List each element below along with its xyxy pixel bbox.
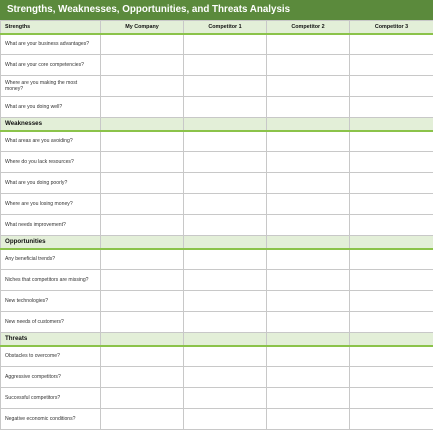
answer-cell[interactable] [267,194,350,215]
question-label: Aggressive competitors? [1,367,101,388]
answer-cell[interactable] [184,173,267,194]
table-row [1,194,433,215]
page-title: Strengths, Weaknesses, Opportunities, and Threats Analysis [0,0,433,20]
answer-cell[interactable] [267,173,350,194]
answer-cell[interactable] [350,173,433,194]
answer-cell[interactable] [267,76,350,97]
question-label: What are you doing poorly? [1,173,101,194]
answer-cell[interactable] [267,367,350,388]
section-header-cell [184,236,267,249]
question-label: Obstacles to overcome? [1,346,101,367]
section-header-cell [101,118,184,131]
question-label: What are you doing well? [1,97,101,118]
table-row [1,249,433,270]
section-header-cell [350,333,433,346]
answer-cell[interactable] [101,291,184,312]
answer-cell[interactable] [184,215,267,236]
question-label: Where do you lack resources? [1,152,101,173]
table-row [1,270,433,291]
table-row [1,346,433,367]
column-header: Competitor 1 [184,21,267,34]
answer-cell[interactable] [184,367,267,388]
answer-cell[interactable] [350,34,433,55]
answer-cell[interactable] [184,249,267,270]
answer-cell[interactable] [101,215,184,236]
answer-cell[interactable] [267,34,350,55]
question-label: Niches that competitors are missing? [1,270,101,291]
answer-cell[interactable] [350,97,433,118]
question-label: Where are you making the most money? [1,76,101,97]
answer-cell[interactable] [184,312,267,333]
answer-cell[interactable] [267,152,350,173]
answer-cell[interactable] [267,409,350,430]
column-header: Competitor 2 [267,21,350,34]
question-label: Negative economic conditions? [1,409,101,430]
answer-cell[interactable] [350,312,433,333]
answer-cell[interactable] [184,34,267,55]
table-row [1,131,433,152]
answer-cell[interactable] [350,152,433,173]
section-header-cell [350,236,433,249]
answer-cell[interactable] [101,152,184,173]
question-label: Any beneficial trends? [1,249,101,270]
question-label: What are your core competencies? [1,55,101,76]
section-header-cell [101,236,184,249]
answer-cell[interactable] [101,173,184,194]
table-row [1,291,433,312]
answer-cell[interactable] [101,76,184,97]
answer-cell[interactable] [101,270,184,291]
answer-cell[interactable] [184,270,267,291]
answer-cell[interactable] [267,291,350,312]
answer-cell[interactable] [350,249,433,270]
answer-cell[interactable] [184,76,267,97]
section-header-row [1,333,433,346]
answer-cell[interactable] [350,346,433,367]
answer-cell[interactable] [350,367,433,388]
answer-cell[interactable] [350,194,433,215]
table-row [1,152,433,173]
table-row [1,312,433,333]
question-label: What are your business advantages? [1,34,101,55]
table-row [1,55,433,76]
answer-cell[interactable] [184,291,267,312]
answer-cell[interactable] [101,97,184,118]
table-row [1,173,433,194]
answer-cell[interactable] [101,34,184,55]
answer-cell[interactable] [184,346,267,367]
table-row [1,367,433,388]
answer-cell[interactable] [101,388,184,409]
section-header-cell [267,118,350,131]
table-row [1,215,433,236]
section-header-cell [184,118,267,131]
section-header-cell [267,333,350,346]
question-label: New technologies? [1,291,101,312]
answer-cell[interactable] [184,55,267,76]
answer-cell[interactable] [267,270,350,291]
section-header-row [1,118,433,131]
table-row [1,97,433,118]
answer-cell[interactable] [350,55,433,76]
question-label: What areas are you avoiding? [1,131,101,152]
answer-cell[interactable] [184,409,267,430]
answer-cell[interactable] [101,131,184,152]
answer-cell[interactable] [101,249,184,270]
question-label: Successful competitors? [1,388,101,409]
swot-table [0,20,433,430]
table-row [1,409,433,430]
table-row [1,34,433,55]
answer-cell[interactable] [267,249,350,270]
answer-cell[interactable] [184,97,267,118]
answer-cell[interactable] [350,270,433,291]
question-label: Where are you losing money? [1,194,101,215]
question-label: What needs improvement? [1,215,101,236]
answer-cell[interactable] [101,346,184,367]
section-header-cell [350,118,433,131]
section-header-cell [101,333,184,346]
answer-cell[interactable] [350,131,433,152]
table-row [1,388,433,409]
header-row [1,21,433,34]
answer-cell[interactable] [350,291,433,312]
answer-cell[interactable] [101,55,184,76]
answer-cell[interactable] [101,312,184,333]
answer-cell[interactable] [184,152,267,173]
section-header-opportunities: Opportunities [1,236,101,249]
answer-cell[interactable] [350,388,433,409]
answer-cell[interactable] [267,55,350,76]
answer-cell[interactable] [350,409,433,430]
section-header-strengths: Strengths [1,21,101,34]
answer-cell[interactable] [267,97,350,118]
table-row [1,76,433,97]
column-header: Competitor 3 [350,21,433,34]
answer-cell[interactable] [267,131,350,152]
section-header-cell [267,236,350,249]
answer-cell[interactable] [267,346,350,367]
answer-cell[interactable] [350,215,433,236]
answer-cell[interactable] [101,367,184,388]
answer-cell[interactable] [267,388,350,409]
answer-cell[interactable] [267,215,350,236]
answer-cell[interactable] [101,409,184,430]
column-header: My Company [101,21,184,34]
answer-cell[interactable] [101,194,184,215]
section-header-weaknesses: Weaknesses [1,118,101,131]
question-label: New needs of customers? [1,312,101,333]
answer-cell[interactable] [184,388,267,409]
section-header-row [1,236,433,249]
answer-cell[interactable] [350,76,433,97]
answer-cell[interactable] [267,312,350,333]
answer-cell[interactable] [184,131,267,152]
section-header-cell [184,333,267,346]
answer-cell[interactable] [184,194,267,215]
section-header-threats: Threats [1,333,101,346]
